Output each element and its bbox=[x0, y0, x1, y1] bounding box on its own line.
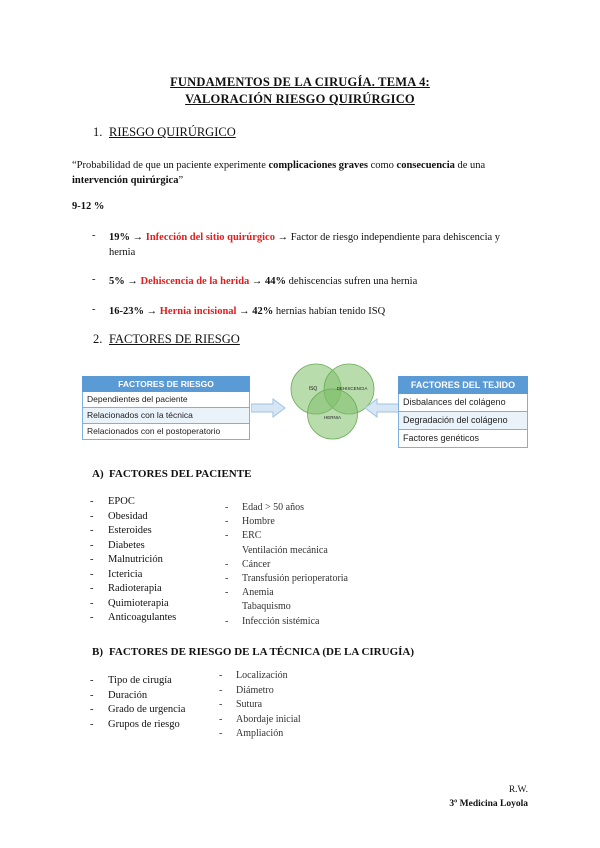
bullet-dash: - bbox=[92, 230, 96, 241]
venn-label-hernia: HERNIA bbox=[323, 415, 342, 420]
venn-label-isq: ISQ bbox=[308, 386, 318, 392]
table-row: Degradación del colágeno bbox=[398, 412, 528, 430]
bullet-dash: - bbox=[92, 274, 96, 285]
table-row: Relacionados con la técnica bbox=[82, 408, 250, 424]
table-row: Disbalances del colágeno bbox=[398, 394, 528, 412]
document-title-line2: VALORACIÓN RIESGO QUIRÚRGICO bbox=[185, 92, 415, 106]
section-heading-riesgo: RIESGO QUIRÚRGICO bbox=[109, 125, 236, 139]
factores-tejido-table bbox=[398, 376, 528, 448]
definition-paragraph: “Probabilidad de que un paciente experimente complicaciones graves como consecuencia de una intervención quirúrgica” bbox=[72, 160, 486, 186]
risk-item-dehiscencia: 5% → Dehiscencia de la herida → 44% dehiscencias sufren una hernia bbox=[109, 276, 418, 287]
venn-label-dehiscencia: DEHISCENCIA bbox=[336, 386, 368, 391]
complication-rate: 9-12 % bbox=[72, 201, 105, 212]
subsection-heading-paciente: FACTORES DEL PACIENTE bbox=[109, 468, 252, 480]
arrow-right-icon bbox=[251, 398, 287, 418]
section-heading-factores: FACTORES DE RIESGO bbox=[109, 332, 240, 346]
venn-circle-hernia bbox=[308, 389, 358, 439]
section-number: 1. bbox=[93, 125, 103, 139]
table-header: FACTORES DEL TEJIDO bbox=[398, 376, 528, 394]
subsection-letter: A) bbox=[92, 468, 104, 480]
risk-item-isq: 19% → Infección del sitio quirúrgico → Factor de riesgo independiente para dehiscencia y hernia bbox=[109, 232, 501, 258]
risk-item-hernia: 16-23% → Hernia incisional → 42% hernias habían tenido ISQ bbox=[109, 306, 386, 317]
subsection-letter: B) bbox=[92, 646, 103, 658]
table-row: Relacionados con el postoperatorio bbox=[82, 424, 250, 440]
table-row: Factores genéticos bbox=[398, 430, 528, 448]
subsection-heading-tecnica: FACTORES DE RIESGO DE LA TÉCNICA (DE LA CIRUGÍA) bbox=[109, 646, 415, 658]
factores-riesgo-table bbox=[82, 376, 250, 440]
table-header: FACTORES DE RIESGO bbox=[82, 376, 250, 392]
section-number: 2. bbox=[93, 332, 103, 346]
document-title-line1: FUNDAMENTOS DE LA CIRUGÍA. TEMA 4: bbox=[170, 75, 430, 89]
footer-initials: R.W. bbox=[508, 785, 528, 795]
bullet-dash: - bbox=[92, 304, 96, 315]
footer-course: 3º Medicina Loyola bbox=[449, 799, 528, 809]
table-row: Dependientes del paciente bbox=[82, 392, 250, 408]
arrow-left-icon bbox=[363, 398, 399, 418]
